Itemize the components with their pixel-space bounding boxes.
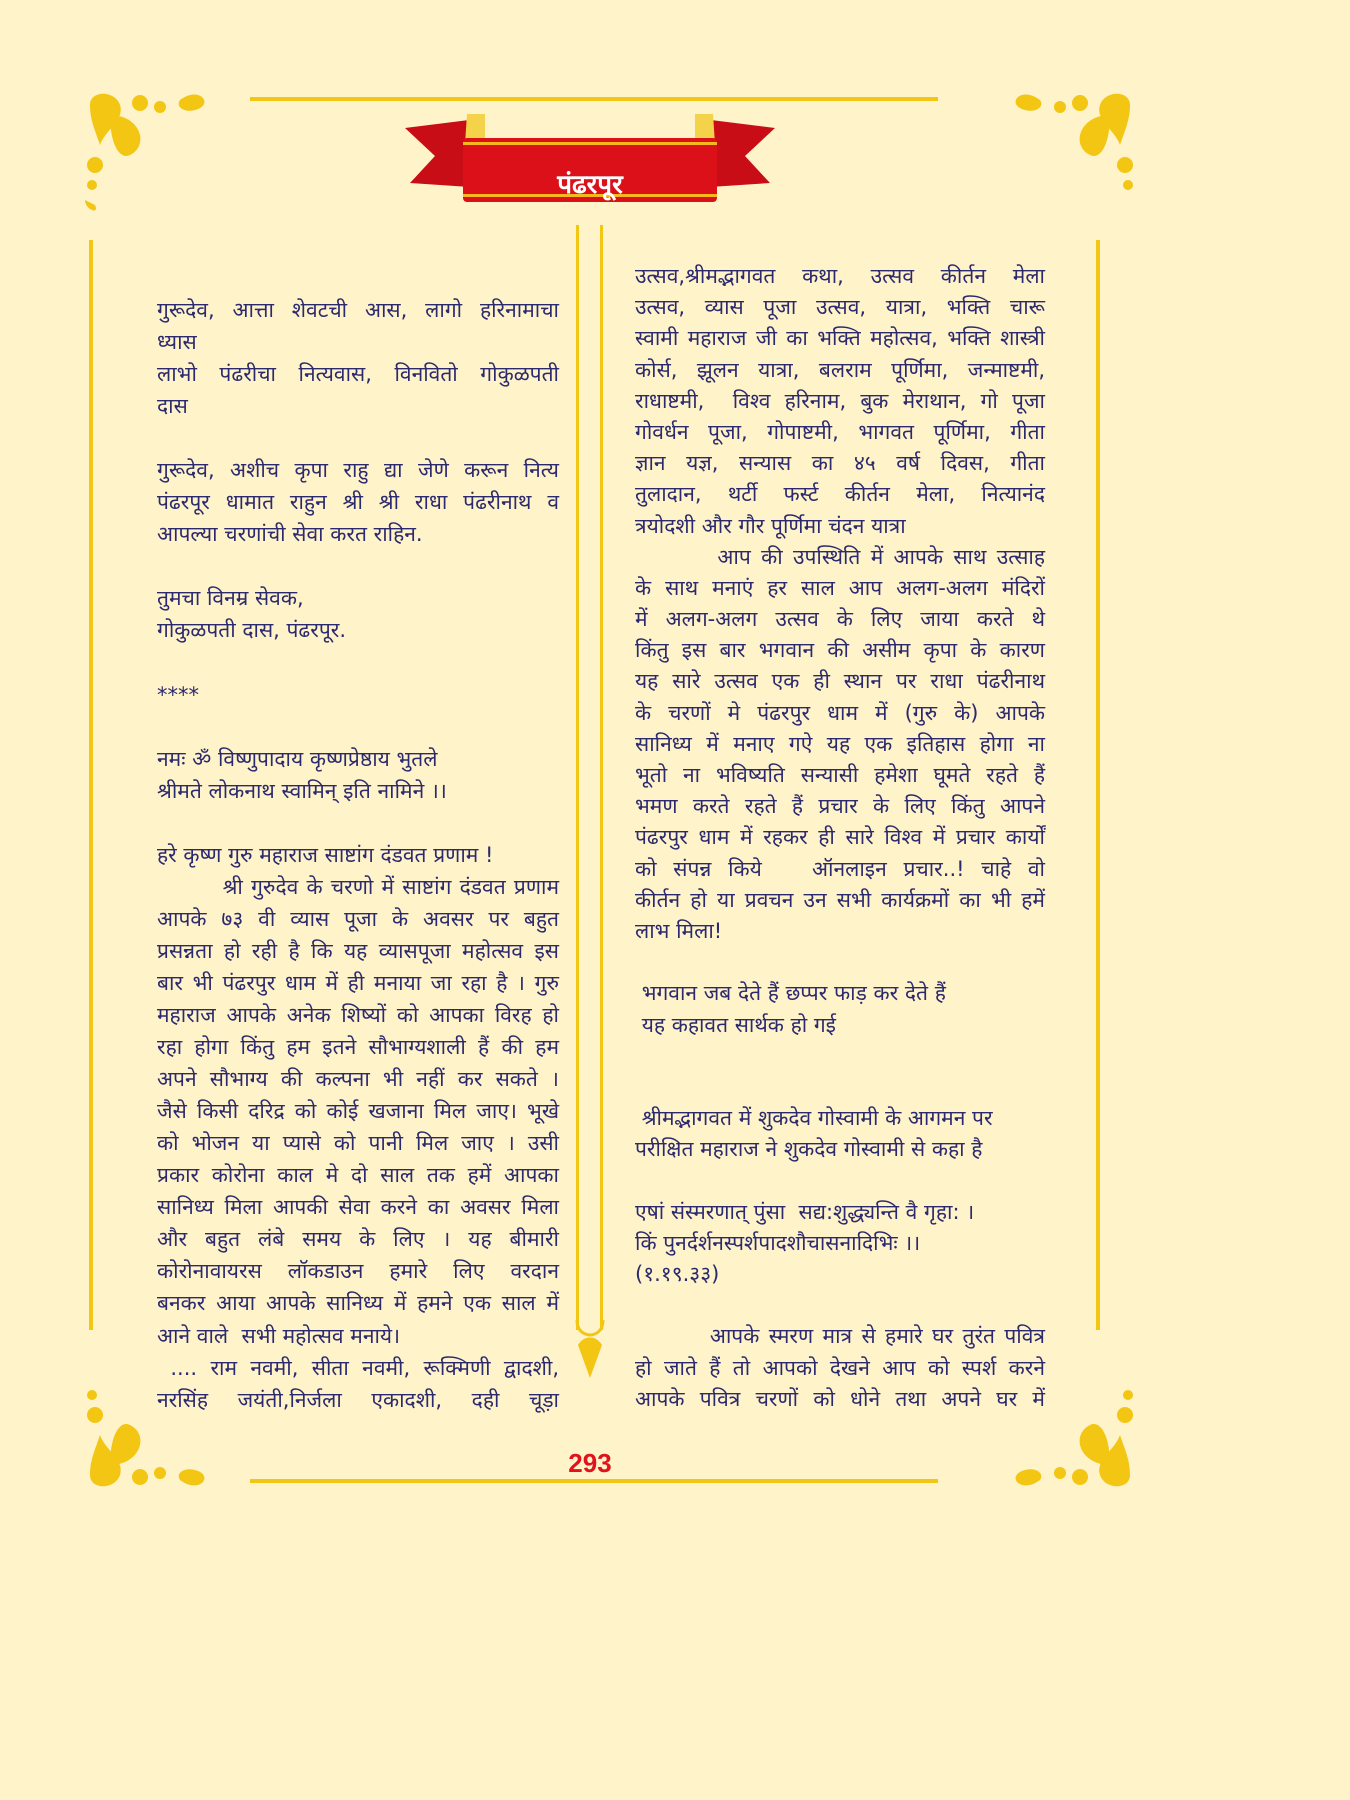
text-line: प्रसन्नता हो रही है कि यह व्यासपूजा महोत्सव इस (157, 938, 559, 963)
text-line: के चरणों मे पंढरपुर धाम में (गुरु के) आपके (635, 700, 1045, 725)
text-line: बनकर आया आपके सानिध्य में हमने एक साल में (157, 1291, 559, 1316)
text-line: हो जाते हैं तो आपको देखने आप को स्पर्श करने (635, 1355, 1045, 1380)
text-line: तुलादान, थर्टी फर्स्ट कीर्तन मेला, नित्यानंद (635, 482, 1045, 507)
text-line: उत्सव, व्यास पूजा उत्सव, यात्रा, भक्ति चारू (635, 295, 1045, 320)
text-line: आपल्या चरणांची सेवा करत राहिन. (157, 522, 423, 547)
text-line: उत्सव,श्रीमद्भागवत कथा, उत्सव कीर्तन मेला (635, 264, 1045, 288)
frame-bottom-line (250, 1479, 938, 1483)
text-line: भमण करते रहते हैं प्रचार के लिए किंतु आपने (635, 794, 1045, 819)
text-line: एषां संस्मरणात् पुंसा सद्य:शुद्ध्यन्ति वै गृहा: । (635, 1199, 975, 1224)
text-line: प्रकार कोरोना काल मे दो साल तक हमें आपका (157, 1163, 559, 1188)
text-line: आने वाले सभी महोत्सव मनाये। (157, 1323, 401, 1348)
text-line: को भोजन या प्यासे को पानी मिल जाए । उसी (157, 1131, 559, 1156)
text-line: नमः ॐ विष्णुपादाय कृष्णप्रेष्ठाय भुतले (157, 746, 438, 771)
text-line: अपने सौभाग्य की कल्पना भी नहीं कर सकते । (157, 1067, 559, 1092)
text-line: नरसिंह जयंती,निर्जला एकादशी, दही चूड़ा (157, 1387, 559, 1412)
text-line: लाभ मिला! (635, 918, 723, 943)
blank-line (635, 1041, 1045, 1072)
left-column (157, 294, 559, 1416)
text-line: यह सारे उत्सव एक ही स्थान पर राधा पंढरीनाथ (635, 669, 1045, 694)
text-line: कोर्स, झूलन यात्रा, बलराम पूर्णिमा, जन्माष्टमी, (635, 357, 1045, 382)
text-line: गुरूदेव, आत्ता शेवटची आस, लागो हरिनामाचा (157, 298, 559, 322)
text-line: में अलग-अलग उत्सव के लिए जाया करते थे (635, 607, 1045, 632)
blank-line (635, 1165, 1045, 1196)
text-line: भूतो ना भविष्यति सन्यासी हमेशा घूमते रहते हैं (635, 763, 1045, 787)
text-line: गोकुळपती दास, पंढरपूर. (157, 618, 347, 643)
text-line: पंढरपुर धाम में रहकर ही सारे विश्व में प्रचार कार्यों (635, 825, 1045, 850)
text-line: के साथ मनाएं हर साल आप अलग-अलग मंदिरों (635, 575, 1045, 600)
text-line: गुरूदेव, अशीच कृपा राहु द्या जेणे करून नित्य (157, 458, 559, 483)
blank-line (157, 711, 559, 743)
text-line: भगवान जब देते हैं छप्पर फाड़ कर देते हैं (635, 981, 946, 1006)
text-line: ध्यास (157, 330, 197, 355)
frame-right-line (1096, 240, 1100, 1330)
text-line: ज्ञान यज्ञ, सन्यास का ४५ वर्ष दिवस, गीता (635, 451, 1045, 476)
text-line: पंढरपूर धामात राहुन श्री श्री राधा पंढरीनाथ व (157, 490, 559, 515)
text-line: महाराज आपके अनेक शिष्यों को आपका विरह हो (157, 1003, 559, 1028)
column-divider-right-line (600, 225, 603, 1330)
column-divider-left-line (576, 225, 579, 1330)
frame-top-line (250, 97, 938, 101)
blank-line (157, 422, 559, 454)
page-number: 293 (568, 1448, 612, 1478)
text-line: स्वामी महाराज जी का भक्ति महोत्सव, भक्ति शास्त्री (635, 326, 1045, 351)
text-line: रहा होगा किंतु हम इतने सौभाग्यशाली हैं की हम (157, 1035, 559, 1060)
text-line: त्रयोदशी और गौर पूर्णिमा चंदन यात्रा (635, 513, 906, 538)
text-line: कीर्तन हो या प्रवचन उन सभी कार्यक्रमों का भी हमें (635, 887, 1045, 912)
text-line: दास (157, 394, 188, 419)
right-column (635, 261, 1045, 1415)
text-line: यह कहावत सार्थक हो गई (635, 1012, 836, 1037)
text-line: लाभो पंढरीचा नित्यवास, विनवितो गोकुळपती (157, 362, 559, 387)
text-line: परीक्षित महाराज ने शुकदेव गोस्वामी से कहा है (635, 1137, 983, 1162)
text-line: श्रीमद्भागवत में शुकदेव गोस्वामी के आगमन पर (635, 1106, 993, 1131)
text-line: आपके स्मरण मात्र से हमारे घर तुरंत पवित्र (635, 1324, 1045, 1349)
divider-drop-ornament (570, 1320, 610, 1380)
text-line: श्री गुरुदेव के चरणो में साष्टांग दंडवत प्रणाम (157, 874, 559, 899)
text-line: आपके ७३ वी व्यास पूजा के अवसर पर बहुत (157, 906, 559, 931)
text-line: और बहुत लंबे समय के लिए । यह बीमारी (157, 1227, 559, 1252)
corner-ornament-top-right (1010, 85, 1140, 215)
blank-line (157, 647, 559, 679)
text-line: किं पुनर्दर्शनस्पर्शपादशौचासनादिभिः ।। (635, 1230, 921, 1255)
blank-line (635, 947, 1045, 978)
page-title: पंढरपूर (557, 170, 623, 200)
text-line: राधाष्टमी, विश्व हरिनाम, बुक मेराथान, गो पूजा (635, 388, 1045, 413)
text-line: **** (157, 682, 199, 707)
text-line: (१.१९.३३) (635, 1262, 720, 1286)
text-line: तुमचा विनम्र सेवक, (157, 586, 304, 611)
blank-line (157, 550, 559, 582)
text-line: सानिध्य में मनाए गऐ यह एक इतिहास होगा ना (635, 731, 1045, 756)
text-line: जैसे किसी दरिद्र को कोई खजाना मिल जाए। भूखे (157, 1099, 559, 1124)
text-line: किंतु इस बार भगवान की असीम कृपा के कारण (635, 638, 1045, 663)
text-line: हरे कृष्ण गुरु महाराज साष्टांग दंडवत प्रणाम ! (157, 842, 494, 867)
frame-left-line (89, 240, 93, 1330)
text-line: सानिध्य मिला आपकी सेवा करने का अवसर मिला (157, 1195, 559, 1220)
text-line: आप की उपस्थिति में आपके साथ उत्साह (635, 544, 1046, 569)
text-line: आपके पवित्र चरणों को धोने तथा अपने घर में (635, 1386, 1045, 1411)
text-line: .... राम नवमी, सीता नवमी, रूक्मिणी द्वादशी, (157, 1355, 559, 1380)
text-line: को संपन्न किये ऑनलाइन प्रचार..! चाहे वो (635, 856, 1045, 881)
text-line: श्रीमते लोकनाथ स्वामिन् इति नामिने ।। (157, 778, 447, 803)
text-line: बार भी पंढरपुर धाम में ही मनाया जा रहा है । गुरु (157, 970, 559, 995)
blank-line (635, 1072, 1045, 1103)
blank-line (157, 807, 559, 839)
blank-line (635, 1290, 1045, 1321)
text-line: गोवर्धन पूजा, गोपाष्टमी, भागवत पूर्णिमा, गीता (635, 419, 1045, 444)
corner-ornament-top-left (80, 85, 210, 215)
text-line: कोरोनावायरस लॉकडाउन हमारे लिए वरदान (157, 1259, 559, 1284)
